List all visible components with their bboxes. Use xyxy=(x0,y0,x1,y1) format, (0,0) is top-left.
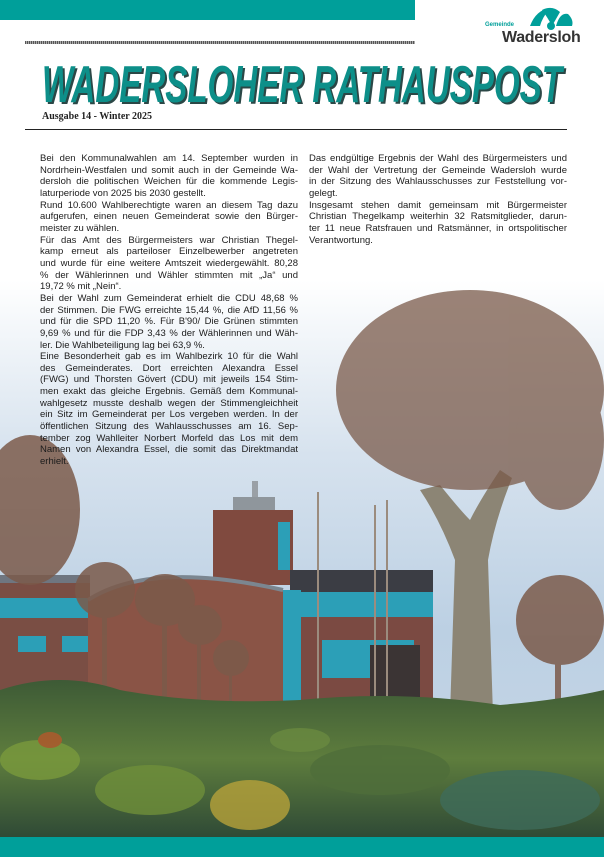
text-line: öffentlichen Sitzung des Wahlausschusses am 16. Sep- xyxy=(40,421,298,433)
paragraph xyxy=(40,235,298,293)
text-line: aufgerufen, einen neuen Gemeinderat sowie den Bürger- xyxy=(40,211,298,223)
text-line: erhielt. xyxy=(40,456,69,468)
municipality-logo xyxy=(478,6,602,46)
text-line: Bei den Kommunalwahlen am 14. September wurden in xyxy=(40,153,298,164)
text-line: Christian Thegelkamp weiterhin 32 Ratsmitglieder, darun- xyxy=(309,211,567,223)
text-line: der Stimmen. Die FWG erreichte 15,44 %, die AfD 11,56 % xyxy=(40,304,298,316)
text-line: Nordrhein-Westfalen und somit auch in der Gemeinde Wa- xyxy=(40,164,298,176)
text-line: und wurde für eine weitere Amtszeit wiedergewählt. 80,28 xyxy=(40,257,298,269)
text-line: % der Wählerinnen und Wähler stimmten mit „Ja“ und xyxy=(40,269,298,281)
text-line: 19,72 % mit „Nein“. xyxy=(40,281,122,293)
text-line: der Wahl der Vertretung der Gemeinde Wadersloh wurde xyxy=(309,164,567,176)
text-line: tember zog Wahlleiter Norbert Morfeld das Los mit dem xyxy=(40,432,298,444)
paragraph xyxy=(40,153,298,200)
article-column-2 xyxy=(309,153,567,246)
text-line: Verantwortung. xyxy=(309,234,373,246)
paragraph xyxy=(40,200,298,235)
page-title: WADERSLOHER RATHAUSPOST xyxy=(42,56,565,114)
header-divider xyxy=(25,41,415,44)
text-line: laturperiode von 2025 bis 2030 gestellt. xyxy=(40,187,206,199)
text-line: Eine Besonderheit gab es im Wahlbezirk 10 für die Wahl xyxy=(40,351,298,363)
text-line: gelegt. xyxy=(309,187,338,199)
text-line: in der Sitzung des Wahlausschusses zur Feststellung vor- xyxy=(309,176,567,188)
text-line: ler. Die Wahlbeteiligung lag bei 63,9 %. xyxy=(40,339,205,351)
logo-small-text: Gemeinde xyxy=(485,22,515,28)
text-line: kamp erneut als parteiloser Einzelbewerber angetreten xyxy=(40,246,298,258)
paragraph xyxy=(309,200,567,247)
text-line: des Gemeinderates. Dort erreichten Alexandra Essel xyxy=(40,362,298,374)
text-line: ein Sitz im Gemeinderat per Los vergeben werden. In der xyxy=(40,409,298,421)
text-line: Namen von Alexandra Essel, die somit das Direktmandat xyxy=(40,444,298,456)
text-line: ter 11 neue Ratsfrauen und Ratsmänner, in ortspolitischer xyxy=(309,222,567,234)
paragraph xyxy=(40,293,298,351)
bottom-accent-bar xyxy=(0,837,604,857)
paragraph xyxy=(309,153,567,200)
text-line: dersloh die politischen Weichen für die kommende Legis- xyxy=(40,176,298,188)
text-line: (FWG) und Thorsten Gövert (CDU) mit jeweils 154 Stim- xyxy=(40,374,298,386)
text-line: Bei der Wahl zum Gemeinderat erhielt die CDU 48,68 % xyxy=(40,292,298,304)
page-title-shadow: WADERSLOHER RATHAUSPOST xyxy=(44,58,567,114)
text-line: Für das Amt des Bürgermeisters war Christian Thegel- xyxy=(40,234,298,246)
masthead xyxy=(40,52,570,114)
text-line: Das endgültige Ergebnis der Wahl des Bürgermeisters und xyxy=(309,153,567,164)
masthead-title-graphic xyxy=(40,52,570,114)
issue-label: Ausgabe 14 - Winter 2025 xyxy=(42,111,153,122)
text-line: 9,69 % und für die FDP 3,43 % der Wählerinnen und Wäh- xyxy=(40,327,298,339)
header-rule xyxy=(25,129,567,130)
top-accent-bar xyxy=(0,0,415,20)
text-line: Insgesamt stehen damit gemeinsam mit Bürgermeister xyxy=(309,199,567,211)
paragraph xyxy=(40,351,298,468)
article-column-1 xyxy=(40,153,298,468)
text-line: men exakt das gleiche Ergebnis. Gemäß dem Kommunal- xyxy=(40,386,298,398)
text-line: Rund 10.600 Wahlberechtigte waren an diesem Tag dazu xyxy=(40,199,298,211)
text-line: und für die SPD 11,20 %. Für B'90/ Die Grünen stimmten xyxy=(40,316,298,328)
text-line: wahlgesetz musste deshalb wegen der Stimmengleichheit xyxy=(40,397,298,409)
text-line: meister zu wählen. xyxy=(40,222,120,234)
logo-name: Wadersloh xyxy=(502,29,581,46)
